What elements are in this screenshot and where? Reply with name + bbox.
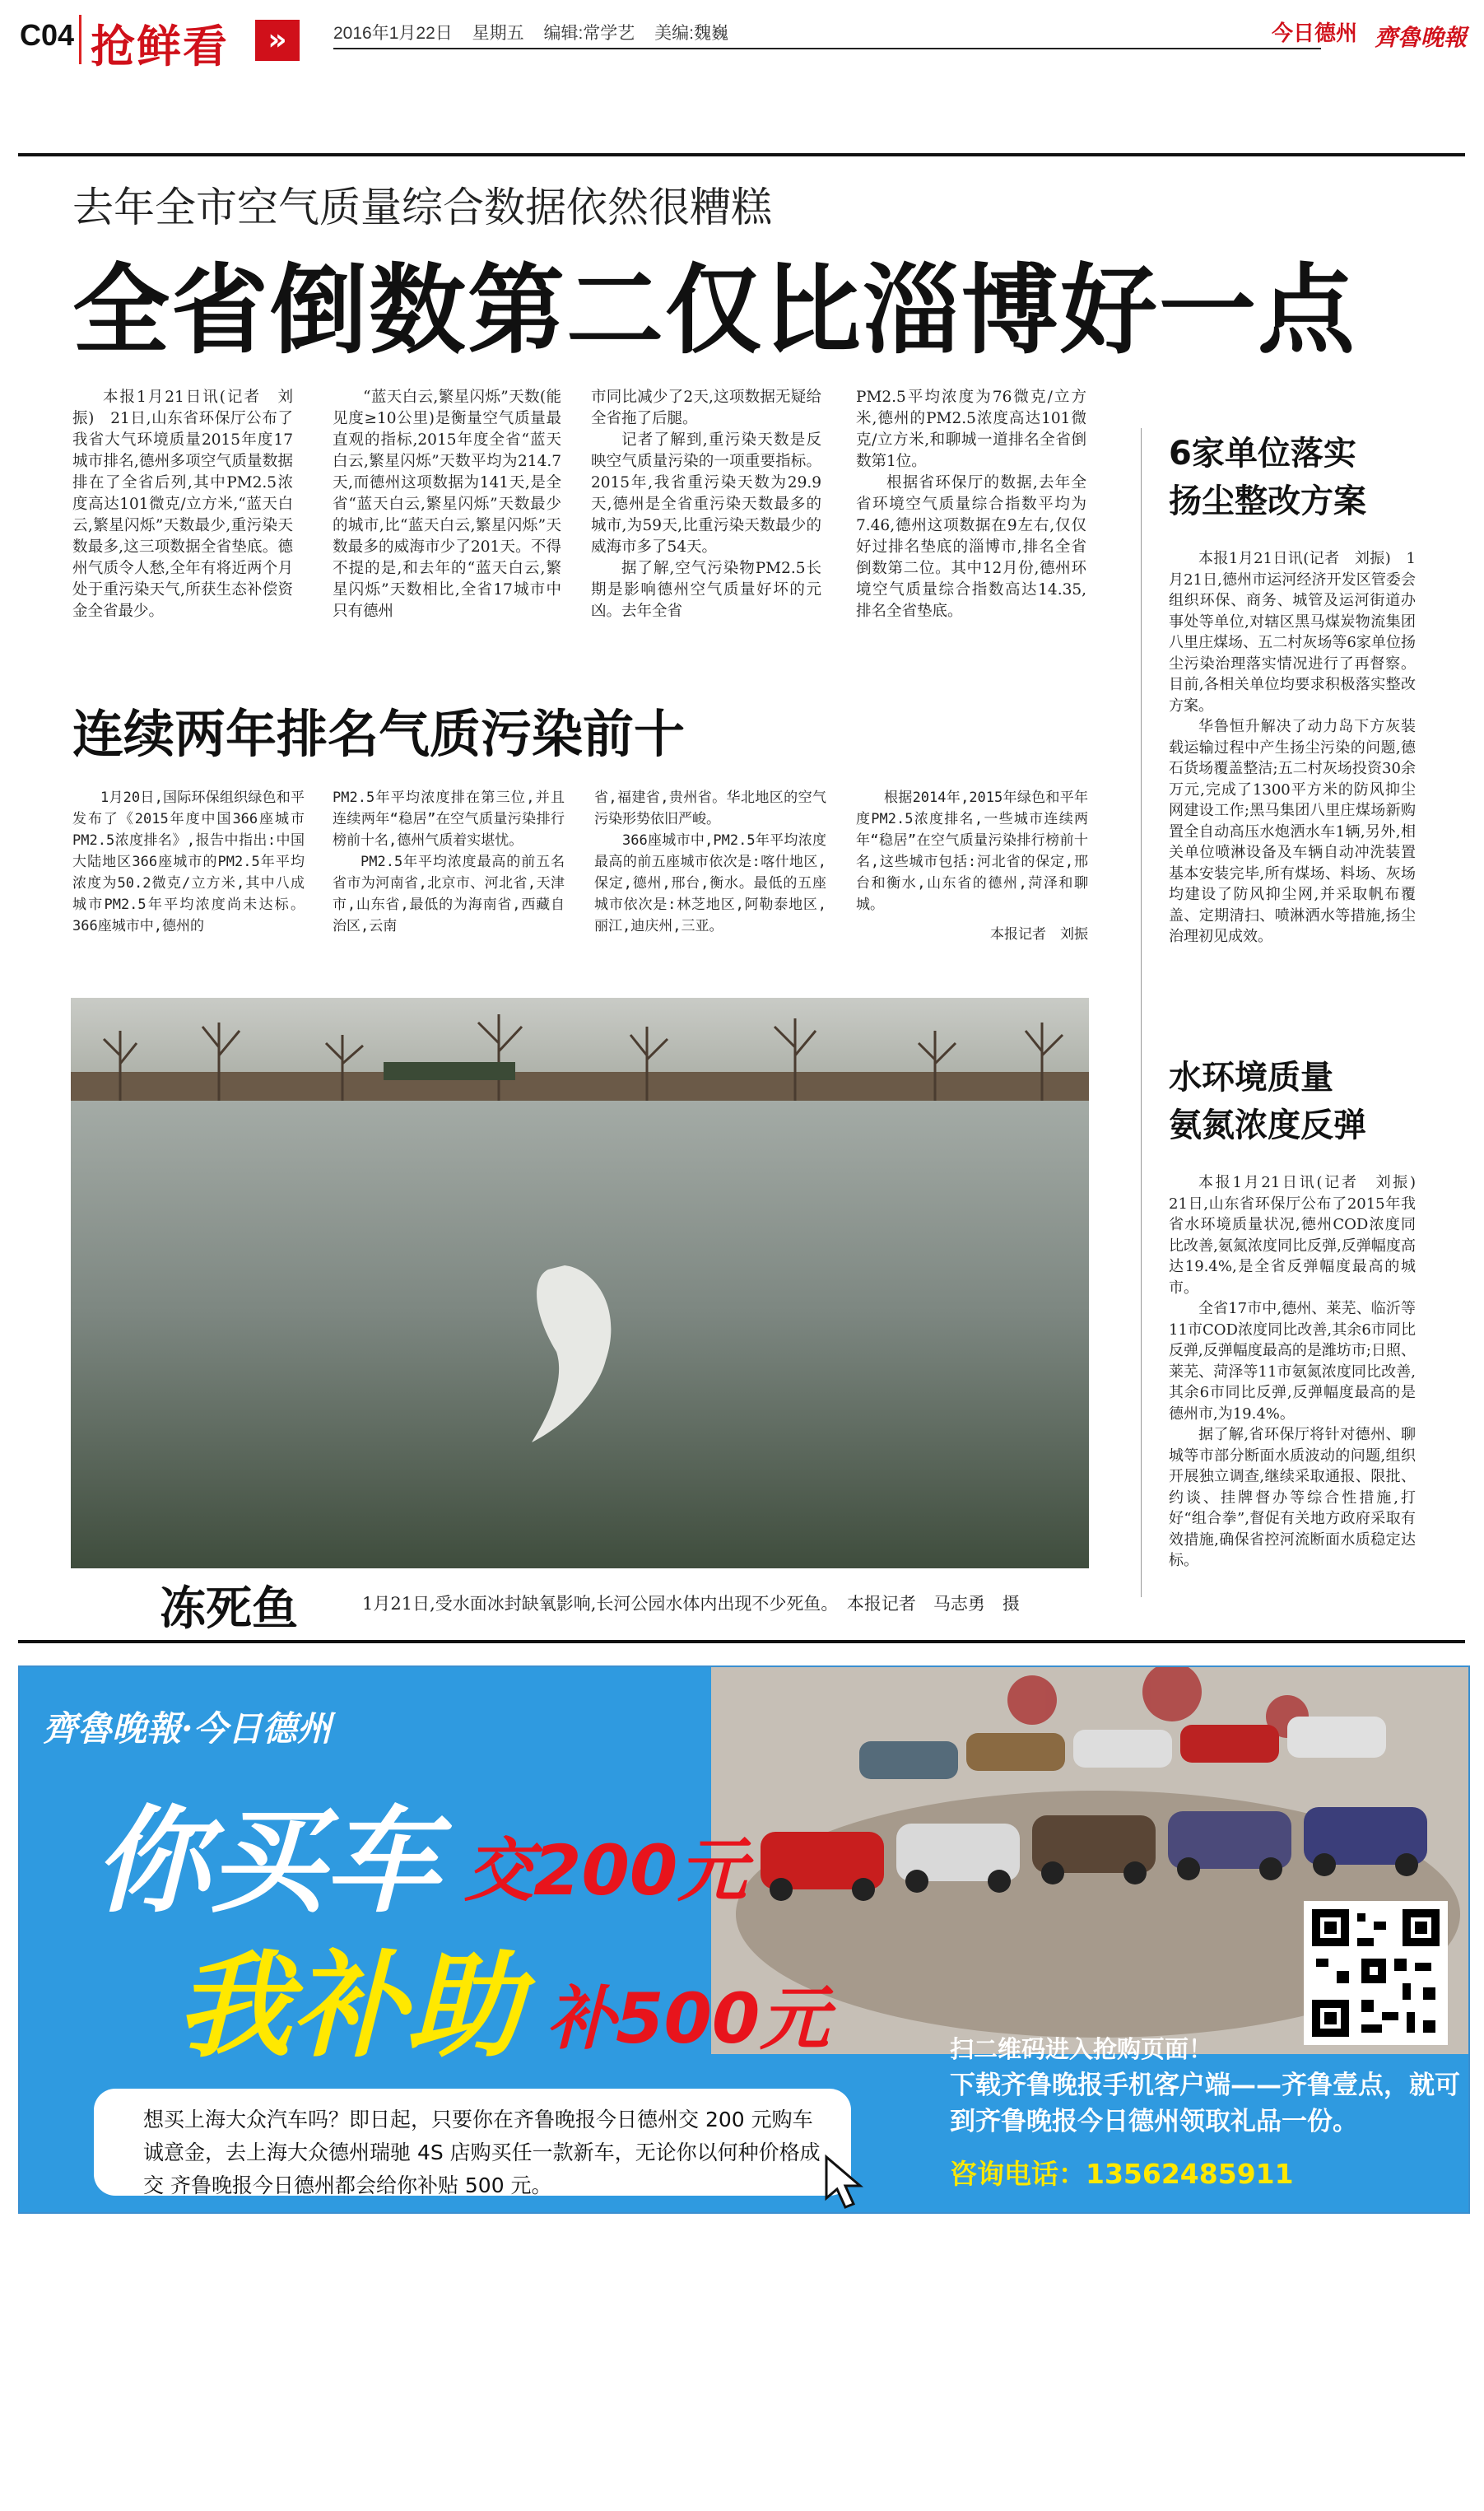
sidebar-story2-title-line2: 氨氮浓度反弹 bbox=[1169, 1106, 1366, 1144]
edition-name: 今日德州 bbox=[1272, 21, 1358, 46]
issue-date: 2016年1月22日 bbox=[333, 24, 453, 43]
top-rule bbox=[18, 153, 1465, 156]
sidebar-story1-title bbox=[1169, 430, 1366, 525]
second-headline: 连续两年排名气质污染前十 bbox=[72, 704, 686, 764]
issue-weekday: 星期五 bbox=[472, 24, 524, 43]
second-paragraph: 省,福建省,贵州省。华北地区的空气污染形势依旧严峻。 bbox=[594, 790, 826, 827]
issue-designer: 美编:魏巍 bbox=[654, 24, 728, 43]
second-byline: 本报记者 刘振 bbox=[990, 926, 1088, 943]
ad-download-text: 下载齐鲁晚报手机客户端——齐鲁壹点，就可到齐鲁晚报今日德州领取礼品一份。 bbox=[950, 2071, 1460, 2136]
ad-slogan-2: 我补助 bbox=[176, 1940, 523, 2074]
ad-slogan-1: 你买车 bbox=[94, 1795, 440, 1929]
car-advertisement bbox=[18, 1665, 1470, 2214]
qr-code-icon[interactable] bbox=[1304, 1901, 1448, 2045]
sidebar-story1-body bbox=[1169, 548, 1416, 948]
ad-phone[interactable]: 咨询电话：13562485911 bbox=[950, 2158, 1294, 2190]
photo-title: 冻死鱼 bbox=[160, 1582, 298, 1636]
page-number: C04 bbox=[20, 18, 75, 52]
main-paragraph: 据了解,空气污染物PM2.5长期是影响德州空气质量好坏的元凶。去年全省 bbox=[591, 560, 821, 620]
frozen-lake-illustration bbox=[71, 998, 1089, 1568]
section-title: 抢鲜看 bbox=[91, 21, 229, 72]
main-column-3 bbox=[591, 387, 821, 622]
main-paragraph: 市同比减少了2天,这项数据无疑给全省拖了后腿。 bbox=[591, 389, 821, 427]
bottom-rule bbox=[18, 1640, 1465, 1643]
second-column-3 bbox=[594, 787, 826, 937]
main-column-2 bbox=[333, 387, 561, 622]
second-paragraph: PM2.5年平均浓度最高的前五名省市为河南省,北京市、河北省,天津市,山东省,最低的为海南省,西藏自治区,云南 bbox=[333, 854, 565, 934]
main-paragraph: PM2.5平均浓度为76微克/立方米,德州的PM2.5浓度高达101微克/立方米,和聊城一道排名全省倒数第1位。 bbox=[856, 389, 1086, 470]
main-paragraph: 根据省环保厅的数据,去年全省环境空气质量综合指数平均为7.46,德州这项数据在9左右,仅仅好过排名垫底的淄博市,排名全省倒数第二位。其中12月份,德州环境空气质量综合指数高达14.35,排名全省垫底。 bbox=[856, 474, 1086, 620]
main-column-1 bbox=[72, 387, 293, 622]
ad-info-text: 想买上海大众汽车吗？即日起，只要你在齐鲁晚报今日德州交 200 元购车诚意金，去上海大众德州瑞驰 4S 店购买任一款新车，无论你以何种价格成交 齐鲁晚报今日德州都会给你补贴 500 元。 bbox=[143, 2108, 821, 2197]
main-column-4 bbox=[856, 387, 1086, 622]
second-column-4 bbox=[856, 787, 1088, 945]
section-arrow-icon: » bbox=[255, 20, 300, 61]
sidebar-paragraph: 据了解,省环保厅将针对德州、聊城等市部分断面水质波动的问题,组织开展独立调查,继续采取通报、限批、约谈、挂牌督办等综合性措施,打好“组合拳”,督促有关地方政府采取有效措施,确保省控河流断面水质稳定达标。 bbox=[1169, 1426, 1416, 1569]
frozen-lake-photo bbox=[71, 998, 1089, 1568]
second-paragraph: 366座城市中,PM2.5年平均浓度最高的前五座城市依次是:喀什地区,保定,德州,邢台,衡水。最低的五座城市依次是:林芝地区,阿勒泰地区,丽江,迪庆州,三亚。 bbox=[594, 832, 826, 934]
sidebar-paragraph: 本报1月21日讯(记者 刘振) 1月21日,德州市运河经济开发区管委会组织环保、商务、城管及运河街道办事处等单位,对辖区黑马煤炭物流集团八里庄煤场、五二村灰场等6家单位扬尘污染治理落实情况进行了再督察。目前,各相关单位均要求积极落实整改方案。 bbox=[1169, 550, 1416, 715]
sidebar-paragraph: 华鲁恒升解决了动力岛下方灰装载运输过程中产生扬尘污染的问题,德石货场覆盖整洁;五二村灰场投资30余万元,完成了1300平方米的防风抑尘网建设工作;黑马集团八里庄煤场新购置全自动高压水炮洒水车1辆,另外,相关单位喷淋设备及车辆自动冲洗装置基本安装完毕,所有煤场、料场、灰场均建设了防风抑尘网,并采取帆布覆盖、定期清扫、喷淋洒水等措施,扬尘治理初见成效。 bbox=[1169, 718, 1416, 945]
header-divider bbox=[79, 15, 81, 64]
main-headline: 全省倒数第二仅比淄博好一点 bbox=[72, 254, 1357, 367]
second-paragraph: PM2.5年平均浓度排在第三位,并且连续两年“稳居”在空气质量污染排行榜前十名,德州气质着实堪忧。 bbox=[333, 790, 565, 849]
sidebar-story2-body bbox=[1169, 1172, 1431, 1572]
main-paragraph: “蓝天白云,繁星闪烁”天数(能见度≥10公里)是衡量空气质量最直观的指标,2015年度全省“蓝天白云,繁星闪烁”天数平均为214.7天,而德州这项数据为141天,是全省“蓝天白云,繁星闪烁”天数最少的城市,比“蓝天白云,繁星闪烁”天数最多的威海市少了201天。不得不提的是,和去年的“蓝天白云,繁星闪烁”天数相比,全省17城市中只有德州 bbox=[333, 389, 561, 620]
header-rule bbox=[333, 48, 1321, 49]
sidebar-story2-title bbox=[1169, 1054, 1366, 1149]
paper-logo: 齊魯晚報 bbox=[1375, 24, 1468, 51]
main-kicker: 去年全市空气质量综合数据依然很糟糕 bbox=[72, 184, 772, 231]
ad-amount-1: 交200元 bbox=[464, 1830, 747, 1911]
sidebar-story1-title-line1: 6家单位落实 bbox=[1169, 435, 1356, 473]
second-column-1 bbox=[72, 787, 305, 937]
main-paragraph: 记者了解到,重污染天数是反映空气质量污染的一项重要指标。2015年,我省重污染天数为29.9天,德州是全省重污染天数最多的城市,为59天,比重污染天数最少的威海市多了54天。 bbox=[591, 431, 821, 556]
photo-caption: 1月21日,受水面冰封缺氧影响,长河公园水体内出现不少死鱼。 本报记者 马志勇 摄 bbox=[362, 1594, 1020, 1614]
ad-brand: 齊魯晚報·今日德州 bbox=[43, 1708, 332, 1749]
issue-info bbox=[333, 20, 743, 44]
sidebar-paragraph: 全省17市中,德州、莱芜、临沂等11市COD浓度同比改善,其余6市同比反弹,反弹幅度最高的是潍坊市;日照、莱芜、菏泽等11市氨氮浓度同比改善,其余6市同比反弹,反弹幅度最高的是德州市,为19.4%。 bbox=[1169, 1300, 1416, 1423]
cursor-icon bbox=[822, 2153, 872, 2214]
sidebar-paragraph: 本报1月21日讯(记者 刘振) 21日,山东省环保厅公布了2015年我省水环境质量状况,德州COD浓度同比改善,氨氮浓度同比反弹,反弹幅度高达19.4%,是全省反弹幅度最高的城市。 bbox=[1169, 1174, 1431, 1297]
issue-editor: 编辑:常学艺 bbox=[543, 24, 635, 43]
main-paragraph: 本报1月21日讯(记者 刘振) 21日,山东省环保厅公布了我省大气环境质量2015年度17城市排名,德州多项空气质量数据排在了全省后列,其中PM2.5浓度高达101微克/立方米,“蓝天白云,繁星闪烁”天数最少,重污染天数最多,这三项数据全省垫底。德州气质令人愁,全年有将近两个月处于重污染天气,所获生态补偿资金全省最少。 bbox=[72, 389, 293, 620]
sidebar-story1-title-line2: 扬尘整改方案 bbox=[1169, 482, 1366, 520]
second-column-2 bbox=[333, 787, 565, 937]
second-paragraph: 根据2014年,2015年绿色和平年度PM2.5浓度排名,一些城市连续两年“稳居”在空气质量污染排行榜前十名,这些城市包括:河北省的保定,邢台和衡水,山东省的德州,菏泽和聊城。 bbox=[856, 790, 1088, 913]
second-paragraph: 1月20日,国际环保组织绿色和平发布了《2015年度中国366座城市PM2.5浓度排名》,报告中指出:中国大陆地区366座城市的PM2.5年平均浓度为50.2微克/立方米,其中八成城市PM2.5年平均浓度尚未达标。366座城市中,德州的 bbox=[72, 790, 305, 934]
sidebar-divider bbox=[1141, 428, 1142, 1597]
sidebar-story2-title-line1: 水环境质量 bbox=[1169, 1059, 1333, 1097]
ad-scan-text: 扫二维码进入抢购页面！ bbox=[950, 2035, 1213, 2063]
ad-amount-2: 补500元 bbox=[547, 1978, 830, 2059]
qr-code-pattern bbox=[1304, 1901, 1448, 2045]
